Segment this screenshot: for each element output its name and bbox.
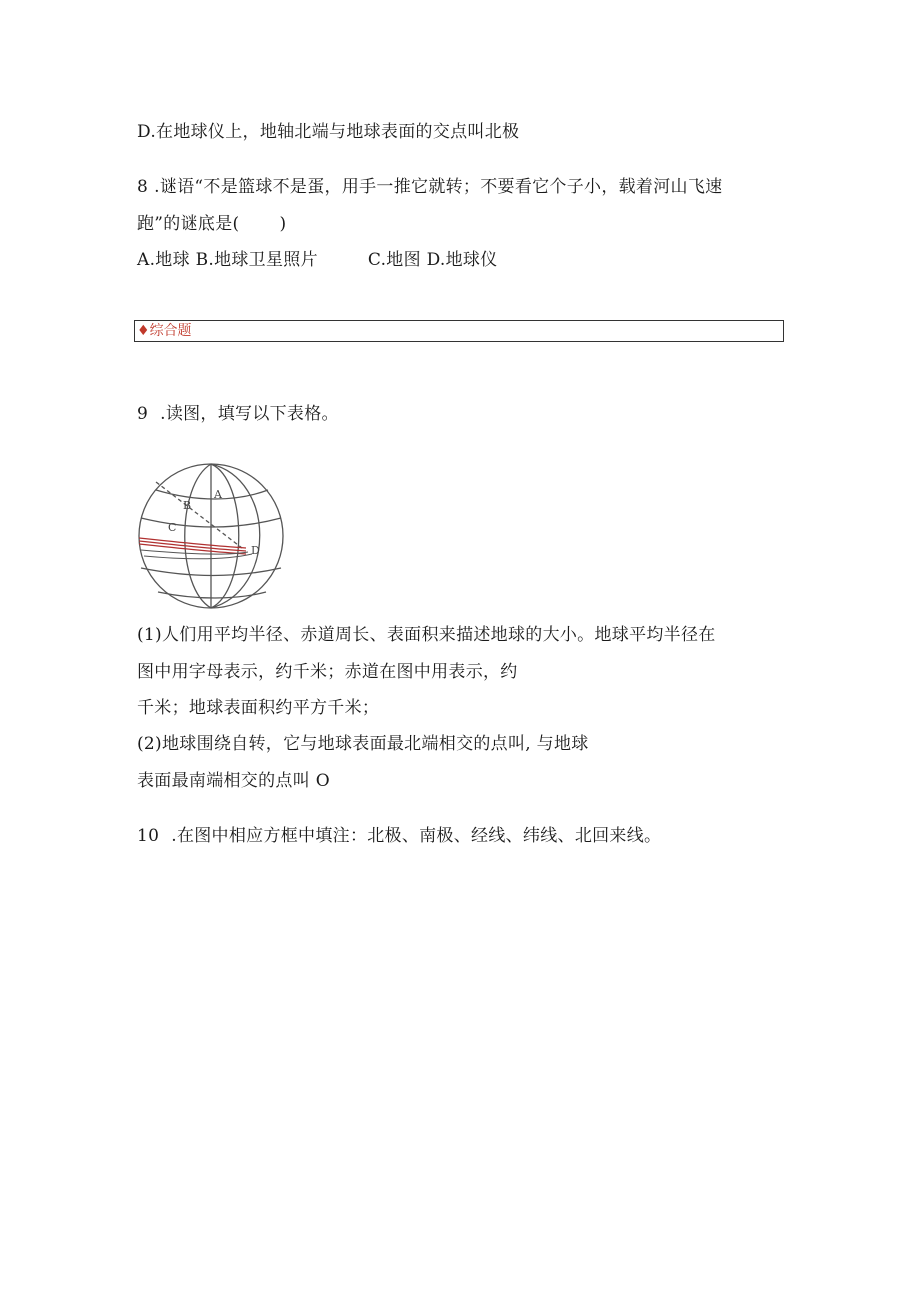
meridian-line (185, 464, 211, 608)
q9-part1-line3: 千米；地球表面积约平方千米； (137, 698, 380, 718)
q8-stem-before-blank: 跑”的谜底是( (137, 214, 240, 234)
globe-diagram (136, 460, 286, 610)
figure-label-b: B (183, 499, 192, 512)
q8-options-cd: C.地图 D.地球仪 (367, 250, 498, 270)
section-title: 综合题 (149, 323, 192, 339)
q8-stem-line2 (137, 213, 286, 235)
q7-option-d: D.在地球仪上，地轴北端与地球表面的交点叫北极 (137, 122, 520, 142)
q8-number: 8 (137, 177, 149, 197)
equator-lower-line (141, 550, 248, 554)
q8-stem-after-blank: ) (279, 214, 287, 234)
q10-stem-text: .在图中相应方框中填注：北极、南极、经线、纬线、北回来线。 (171, 826, 662, 846)
q8-stem-line1 (137, 176, 722, 198)
q9-stem-text: .读图，填写以下表格。 (160, 404, 339, 424)
q8-options (137, 249, 498, 271)
q9-number: 9 (137, 404, 149, 424)
q9-part1-line2: 图中用字母表示，约千米；赤道在图中用表示，约 (137, 662, 518, 682)
meridian-line (211, 464, 260, 608)
diamond-icon: ♦ (137, 323, 150, 339)
meridian-line (211, 464, 239, 608)
equator-lower-line (144, 554, 252, 559)
section-header-label (137, 322, 192, 340)
radius-dashed-line (156, 482, 242, 548)
q8-stem-text: .谜语“不是篮球不是蛋，用手一推它就转；不要看它个子小，载着河山飞速 (154, 177, 723, 197)
q10-stem (137, 825, 661, 847)
q9-part2-line2: 表面最南端相交的点叫 O (137, 771, 330, 791)
globe-figure (136, 460, 286, 610)
q8-options-ab: A.地球 B.地球卫星照片 (137, 250, 318, 270)
figure-label-d: D (251, 544, 260, 557)
section-header-box (134, 320, 784, 342)
figure-label-c: C (168, 521, 177, 534)
q9-part2-line1: (2)地球围绕自转，它与地球表面最北端相交的点叫, 与地球 (137, 734, 589, 754)
q10-number: 10 (137, 826, 160, 846)
figure-label-a: A (214, 488, 222, 501)
q9-part1-line1: (1)人们用平均半径、赤道周长、表面积来描述地球的大小。地球平均半径在 (137, 625, 716, 645)
q9-stem (137, 403, 339, 425)
